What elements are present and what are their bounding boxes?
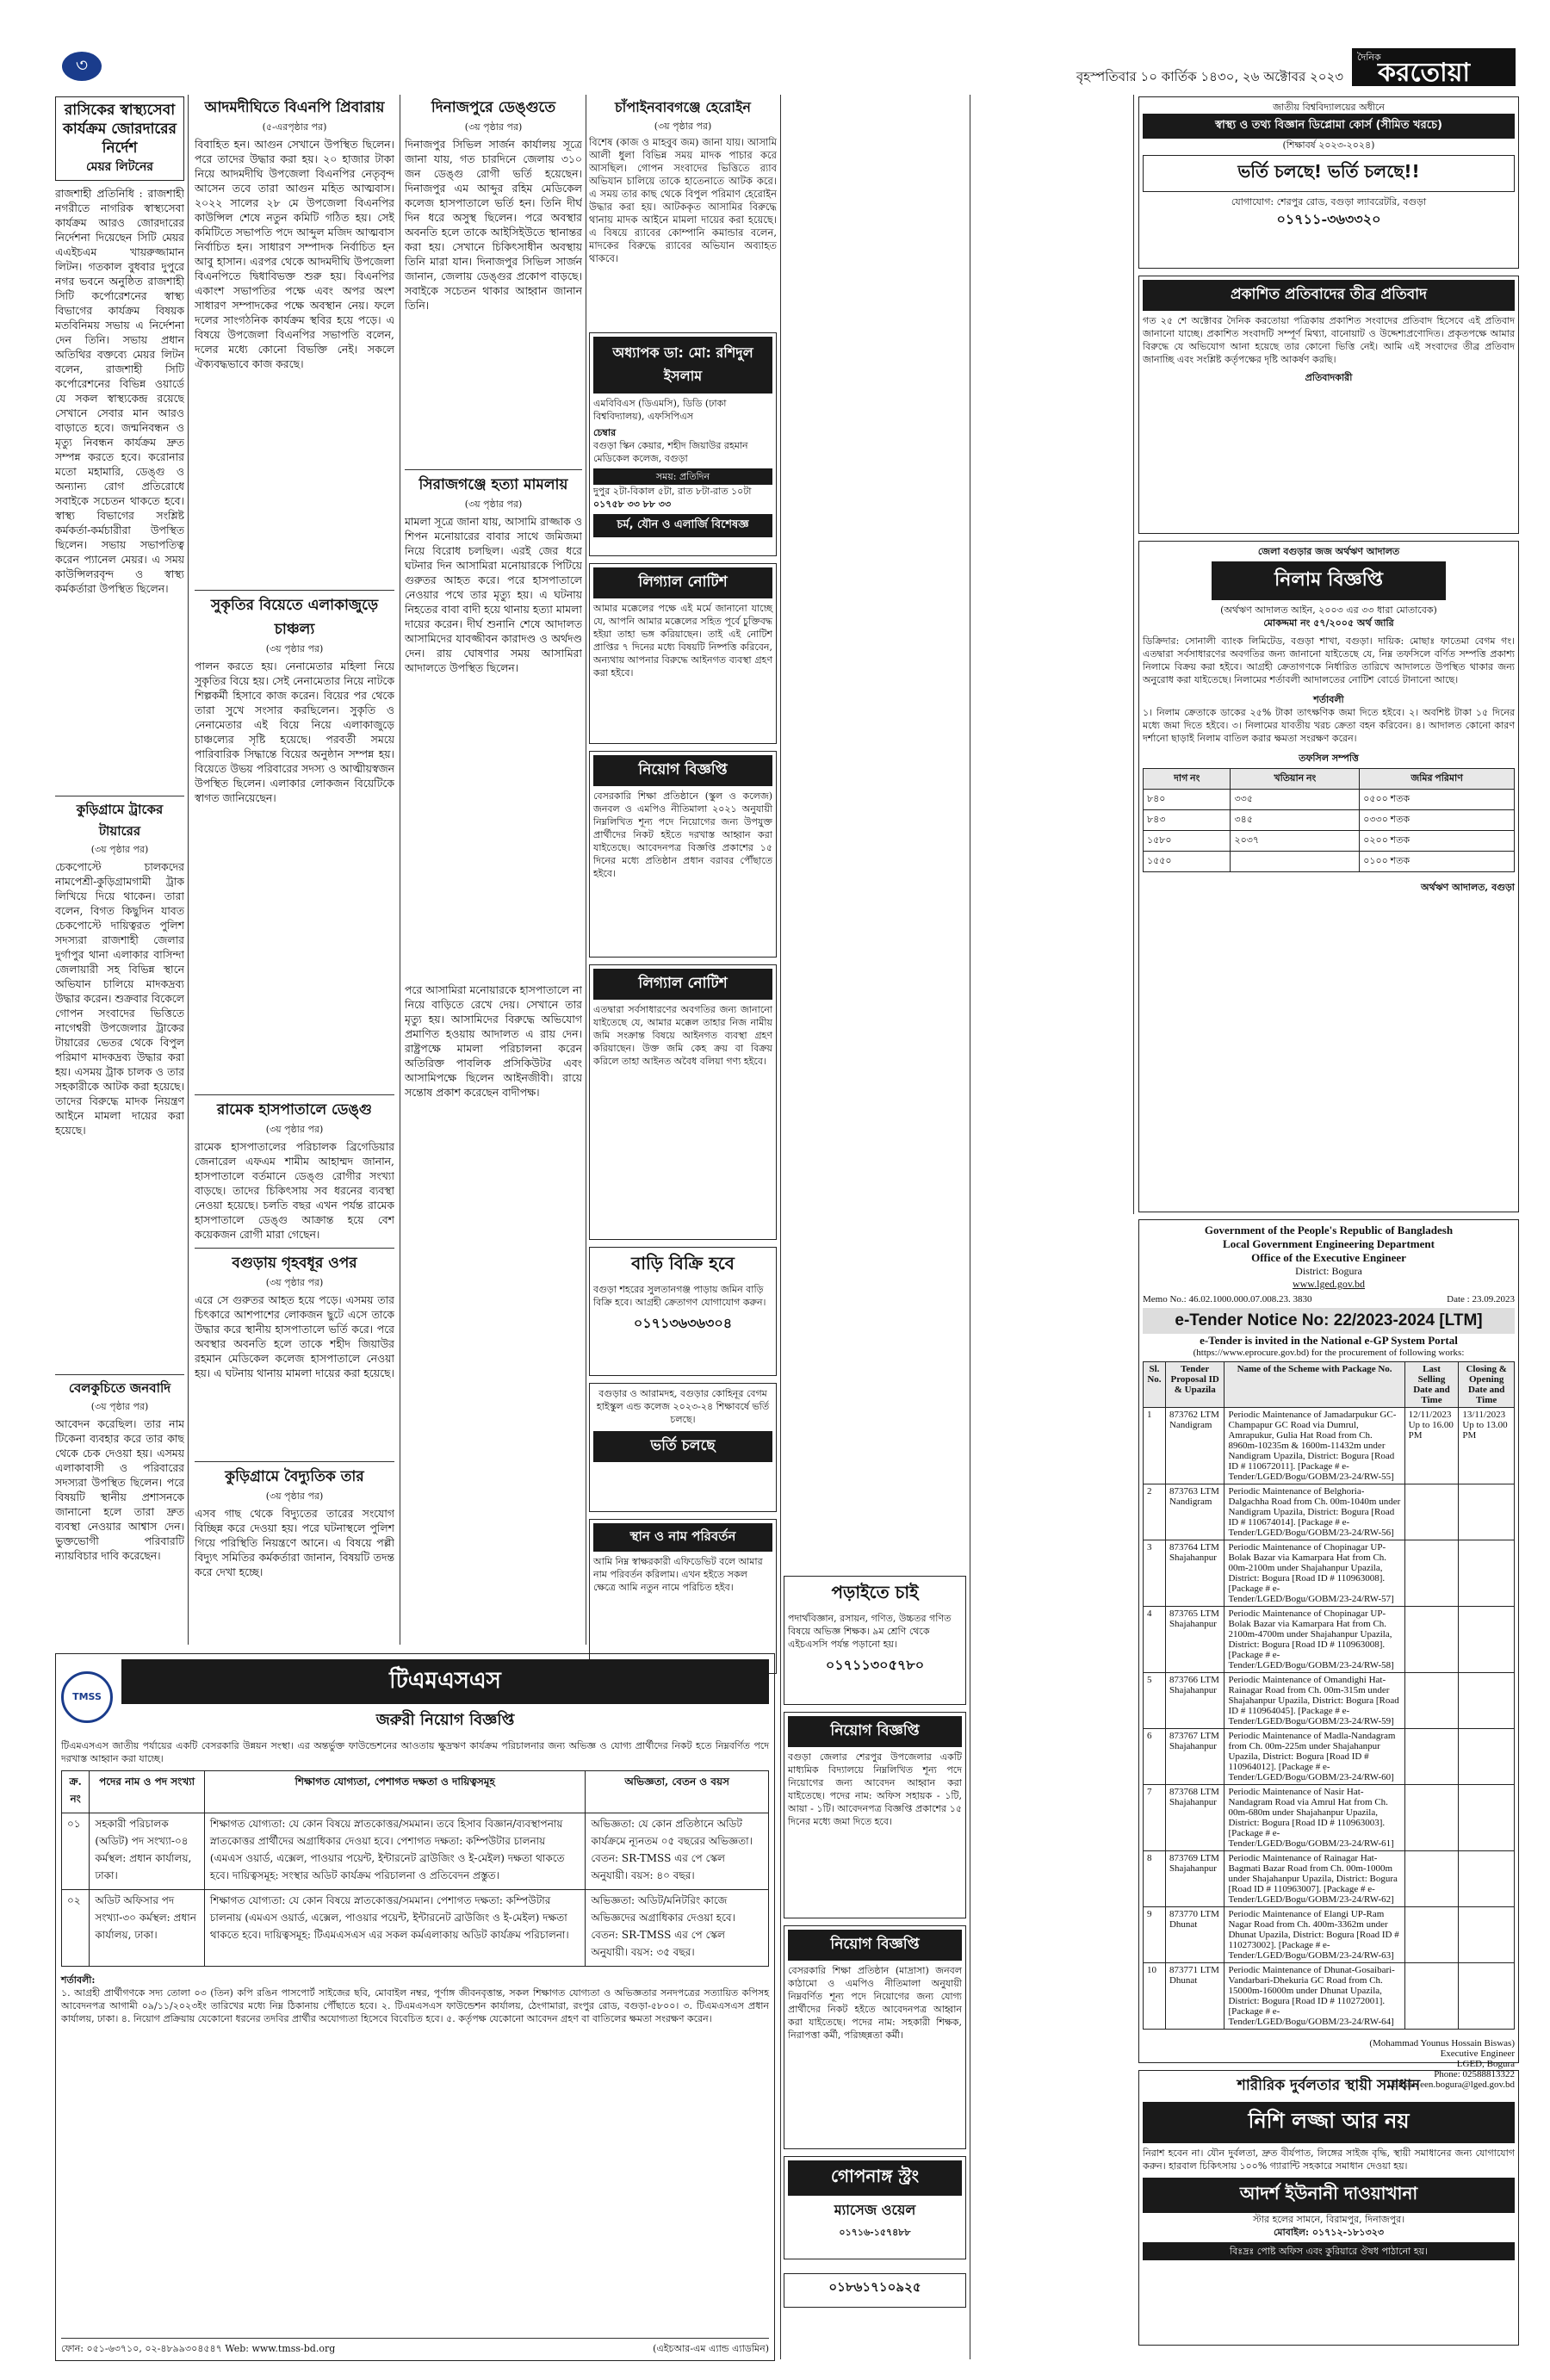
table-cell: ৩৩৫ [1231,790,1360,810]
headline-bogura-housewife: বগুড়ায় গৃহবধূর ওপর [195,1248,394,1276]
table-header: পদের নাম ও পদ সংখ্যা [90,1771,205,1813]
article-belkuchi: আবেদন করেছিল। তার নাম টিকেনা ব্যবহার করে তার কাছ থেকে চেক দেওয়া হয়। এসময় এলাকাবাসী ও পরিবারের সদস্যরা উপস্থিত ছিলেন। পরে বিষয়টি স্থানীয় প্রশাসনকে জানানো হলে তারা দ্রুত ব্যবস্থা নেওয়ার আশ্বাস দেন। ভুক্তভোগী পরিবারটি ন্যায়বিচার দাবি করেছেন। [55,1417,184,1562]
univ-title: স্বাস্থ্য ও তথ্য বিজ্ঞান ডিপ্লোমা কোর্স (সীমিত খরচে) [1143,114,1515,139]
tender-table [1143,1361,1515,2030]
recruitment-body: বগুড়া জেলার শেরপুর উপজেলার একটি মাধ্যমিক বিদ্যালয়ে নিম্নলিখিত শূন্য পদে নিয়োগের জন্য আবেদন আহ্বান করা যাইতেছে। পদের নাম: অফিস সহায়ক - ১টি, আয়া - ১টি। আবেদনপত্র বিজ্ঞপ্তি প্রকাশের ১৫ দিনের মধ্যে জমা দিতে হবে। [788,1751,962,1827]
doctor-degrees: এমবিবিএস (ডিএমসি), ডিডি (ঢাকা বিশ্ববিদ্যালয়), এফসিপিএস [593,398,727,422]
table-cell [1459,1673,1515,1729]
article-dinajpur-dengue: দিনাজপুর সিভিল সার্জন কার্যালয় সূত্রে জানা যায়, গত চারদিনে জেলায় ৩১০ জন ডেঙ্গু রোগী ভর্তি হয়েছেন। দিনাজপুর এম আব্দুর রহিম মেডিকেল কলেজ হাসপাতালে ভর্তি হন। তিনি দীর্ঘ দিন ধরে অসুস্থ ছিলেন। পরে অবস্থার অবনতি হলে তাকে আইসিইউতে স্থানান্তর করা হয়। সেখানে চিকিৎসাধীন অবস্থায় তিনি মারা যান। দিনাজপুর সিভিল সার্জন জানান, জেলায় ডেঙ্গুর প্রকোপ বাড়ছে। সবাইকে সচেতন থাকার আহ্বান জানান তিনি। [405,138,582,312]
column-3 [405,96,582,1646]
table-cell: 873763 LTM Nandigram [1165,1484,1224,1540]
tender-row [1144,1484,1515,1540]
auction-row [1144,852,1515,872]
tender-row [1144,1963,1515,2030]
ad-legal-notice-2 [589,964,777,1240]
article-sukriti-marriage: পালন করতে হয়। নেনামেতার মহিলা নিয়ে সুকৃতির বিয়ে হয়। সেই নেনামেতার নিয়ে নাটকে শিল্পকর্মী হিসাবে কাজ করেন। বিয়ের পর থেকে তারা সুখে সংসার করছিলেন। সুকৃতি ও নেনামেতার এই বিয়ে নিয়ে এলাকাজুড়ে চাঞ্চল্যের সৃষ্টি হয়েছে। পরবর্তী সময়ে পারিবারিক সিদ্ধান্তে বিয়ের অনুষ্ঠান সম্পন্ন হয়। বিয়েতে উভয় পরিবারের সদস্য ও আত্মীয়স্বজন উপস্থিত ছিলেন। এলাকার লোকজন বিয়েটিকে স্বাগত জানিয়েছেন। [195,660,394,804]
ad-protest [1138,276,1519,534]
auction-sub: (অর্থঋণ আদালত আইন, ২০০৩ এর ৩৩ ধারা মোতাবেক) [1220,604,1437,616]
table-cell [1459,1729,1515,1785]
ad-auction [1138,541,1519,1212]
table-cell: 873762 LTM Nandigram [1165,1408,1224,1484]
admission-title: ভর্তি চলছে [593,1431,772,1462]
table-header: দাগ নং [1144,769,1231,790]
article-sirajganj-murder: মামলা সূত্রে জানা যায়, আসামি রাজ্জাক ও শিপন মনোয়ারের বাবার সাথে জমিজমা নিয়ে বিরোধ চলছিল। এরই জের ধরে ঘটনার দিন আসামিরা মনোয়ারকে পিটিয়ে গুরুতর আহত করে। পরে হাসপাতালে নেওয়ার পথে তার মৃত্যু হয়। এ ঘটনায় নিহতের বাবা বাদী হয়ে থানায় হত্যা মামলা দায়ের করেন। দীর্ঘ শুনানি শেষে আদালত আসামিদের যাবজ্জীবন কারাদণ্ড ও অর্থদণ্ড দেন। রায় ঘোষণার সময় আসামিরা আদালতে উপস্থিত ছিলেন। [405,515,582,674]
engineer-phone: Phone: 02588813322 [1434,2069,1515,2079]
tmss-row [62,1890,769,1967]
right-column [1138,96,1519,2361]
table-cell: 6 [1144,1729,1166,1785]
table-cell: Periodic Maintenance of Chopinagar UP-Bolak Bazar via Kamarpara Hat from Ch. 00m-2100m under Shajahanpur Upazila, District: Bogura [Road ID # 110963008]. [Package # e-Tender/LGED/Bogu/GOBM/23-24/RW-57] [1224,1540,1404,1607]
herbal-phone: ০১৮৬১৭১০৯২৫ [828,2279,921,2295]
continued-tag: (৫-এরপৃষ্ঠার পর) [262,121,327,133]
table-cell: 873764 LTM Shajahanpur [1165,1540,1224,1607]
paper-prefix: দৈনিক [1357,52,1381,63]
recruitment-body: বেসরকারি শিক্ষা প্রতিষ্ঠানে (স্কুল ও কলেজ) জনবল ও এমপিও নীতিমালা ২০২১ অনুযায়ী নিম্নলিখিত শূন্য পদে নিয়োগের জন্য উপযুক্ত প্রার্থীদের নিকট হইতে দরখাস্ত আহ্বান করা যাইতেছে। আবেদনপত্র বিজ্ঞপ্তি প্রকাশের ১৫ দিনের মধ্যে প্রতিষ্ঠান প্রধান বরাবর পৌঁছাতে হইবে। [593,790,772,879]
ad-house-sale [589,1247,777,1376]
recruitment-body: বেসরকারি শিক্ষা প্রতিষ্ঠান (মাদ্রাসা) জনবল কাঠামো ও এমপিও নীতিমালা অনুযায়ী নিম্নবর্ণিত শূন্য পদে নিয়োগের জন্য যোগ্য প্রার্থীদের নিকট হইতে আবেদনপত্র আহ্বান করা যাইতেছে। পদের নাম: সহকারী শিক্ষক, নিরাপত্তা কর্মী, পরিচ্ছন্নতা কর্মী। [788,1965,962,2041]
auction-title: নিলাম বিজ্ঞপ্তি [1212,561,1446,600]
table-cell: ১৫৫০ [1144,852,1231,872]
engineer-name: (Mohammad Younus Hossain Biswas) [1369,2038,1515,2048]
continued-tag: (৩য় পৃষ্ঠার পর) [265,1491,324,1502]
headline-chapainawabganj-heroin: চাঁপাইনবাবগঞ্জে হেরোইন [615,99,751,115]
table-cell: 873771 LTM Dhunat [1165,1963,1224,2030]
table-cell [1404,1963,1459,2030]
ad-massage-oil [784,2156,966,2259]
auction-row [1144,810,1515,831]
auction-body: ডিক্রিদার: সোনালী ব্যাংক লিমিটেড, বগুড়া শাখা, বগুড়া। দায়িক: মোছাঃ ফাতেমা বেগম গং। এতদ্বারা সর্বসাধারণের অবগতির জন্য জানানো যাইতেছে যে, নিম্ন তফসিলে বর্ণিত সম্পত্তি প্রকাশ্য নিলামে বিক্রয় করা হইবে। আগ্রহী ক্রেতাগণকে নির্ধারিত তারিখে আদালতে উপস্থিত থাকার জন্য অনুরোধ করা যাইতেছে। নিলামের শর্তাবলী আদালতের নোটিশ বোর্ডে টানানো আছে। [1143,635,1515,685]
continued-tag: (৩য় পৃষ্ঠার পর) [654,121,712,132]
table-cell: 10 [1144,1963,1166,2030]
doctor-name: অধ্যাপক ডা: মো: রশিদুল ইসলাম [593,337,772,394]
table-cell: অভিজ্ঞতা: যে কোন প্রতিষ্ঠানে অডিট কার্যক্রমে ন্যূনতম ০৫ বছরের অভিজ্ঞতা। বেতন: SR-TMSS এর পে স্কেল অনুযায়ী। বয়স: ৪০ বছর। [586,1813,769,1890]
table-cell: ০৫০০ শতক [1360,790,1515,810]
table-cell: 13/11/2023 Up to 13.00 PM [1459,1408,1515,1484]
house-sale-body: বগুড়া শহরের সুলতানগঞ্জ পাড়ায় জমিন বাড়ি বিক্রি হবে। আগ্রহী ক্রেতাগণ যোগাযোগ করুন। [593,1284,766,1308]
engineer-office: LGED, Bogura [1456,2059,1515,2069]
tender-row [1144,1785,1515,1851]
tmss-table [61,1770,769,1967]
gov-header-1: Government of the People's Republic of Bangladesh [1204,1224,1454,1236]
table-cell: শিক্ষাগত যোগ্যতা: যে কোন বিষয়ে স্নাতকোত্তর/সমমান। পেশাগত দক্ষতা: কম্পিউটার চালনায় (এমএস ওয়ার্ড, এক্সেল, পাওয়ার পয়েন্ট, ইন্টারনেট ব্রাউজিং ও ই-মেইল) দক্ষতা থাকতে হবে। দায়িত্বসমূহ: টিএমএসএস এর সকল কর্মএলাকায় অডিট কার্যক্রম পরিচালনা। [204,1890,585,1967]
auction-schedule-title: তফসিল সম্পত্তি [1299,753,1359,764]
house-sale-title: বাড়ি বিক্রি হবে [631,1253,735,1274]
table-cell: 873769 LTM Shajahanpur [1165,1851,1224,1907]
table-cell: Periodic Maintenance of Jamadarpukur GC-Champapur GC Road via Dumrul, Amrapukur, Gulia Hat Road from Ch. 8960m-10235m & 1600m-11432m under Nandigram Upazila, District: Bogura [Road ID # 110672011]. [Package # e-Tender/LGED/Bogu/GOBM/23-24/RW-55] [1224,1408,1404,1484]
headline-kurigram-wire: কুড়িগ্রামে বৈদ্যুতিক তার [195,1461,394,1490]
tender-row [1144,1540,1515,1607]
table-cell: ০১ [62,1813,90,1890]
table-cell: 873770 LTM Dhunat [1165,1907,1224,1963]
ad-herbal-phone [784,2273,966,2308]
legal-notice-title: লিগ্যাল নোটিশ [593,969,772,1000]
table-cell: Periodic Maintenance of Rainagar Hat-Bagmati Bazar Road from Ch. 00m-1000m under Shajahanpur Upazila, District: Bogura [Road ID # 110963007]. [Package # e-Tender/LGED/Bogu/GOBM/23-24/RW-62] [1224,1851,1404,1907]
article-city-health: রাজশাহী প্রতিনিধি : রাজশাহী নগরীতে নাগরিক স্বাস্থ্যসেবা কার্যক্রম আরও জোরদারের নির্দেশনা দিয়েছেন সিটি মেয়র এএইচএম খায়রুজ্জামান লিটন। গতকাল বুধবার দুপুরে নগর ভবনে অনুষ্ঠিত রাজশাহী সিটি কর্পোরেশনের স্বাস্থ্য বিভাগের কার্যক্রম বিষয়ক মতবিনিময় সভায় এ নির্দেশনা দেন তিনি। সভায় প্রধান অতিথির বক্তব্যে মেয়র লিটন বলেন, রাজশাহী সিটি কর্পোরেশনের বিভিন্ন ওয়ার্ডে যে সকল স্বাস্থ্যকেন্দ্র রয়েছে সেখানে সেবার মান আরও বাড়াতে হবে। জন্মনিবন্ধন ও মৃত্যু নিবন্ধন কার্যক্রম দ্রুত সম্পন্ন করতে হবে। করোনার মতো মহামারি, ডেঙ্গু ও অন্যান্য রোগ প্রতিরোধে সবাইকে সচেতন থাকতে হবে। স্বাস্থ্য বিভাগের সংশ্লিষ্ট কর্মকর্তা-কর্মচারীরা উপস্থিত ছিলেন। সভায় সভাপতিত্ব করেন প্যানেল মেয়র। এ সময় কাউন্সিলরবৃন্দ ও স্বাস্থ্য কর্মকর্তারা উপস্থিত ছিলেন। [55,187,184,595]
table-cell: Periodic Maintenance of Madla-Nandagram from Ch. 00m-225m under Shajahanpur Upazila, District: Bogura [Road ID # 110964012]. [Package # e-Tender/LGED/Bogu/GOBM/23-24/RW-60] [1224,1729,1404,1785]
table-cell: Periodic Maintenance of Chopinagar UP-Bolak Bazar via Kamarpara Hat from Ch. 2100m-4700m under Shajahanpur Upazila, District: Bogura [Road ID # 110963008]. [Package # e-Tender/LGED/Bogu/GOBM/23-24/RW-58] [1224,1607,1404,1673]
table-header: অভিজ্ঞতা, বেতন ও বয়স [586,1771,769,1813]
ad-doctor [589,332,777,556]
table-cell: ০২০০ শতক [1360,831,1515,852]
tender-row [1144,1408,1515,1484]
table-cell: সহকারী পরিচালক (অডিট) পদ সংখ্যা-০৪ কর্মস্থল: প্রধান কার্যালয়, ঢাকা। [90,1813,205,1890]
house-sale-phone: ০১৭১৩৬৩৬৩০৪ [633,1315,733,1331]
headline-dinajpur-dengue: দিনাজপুরে ডেঙ্গুতে [431,99,556,116]
tender-row [1144,1729,1515,1785]
weakness-banner: নিশি লজ্জা আর নয় [1143,2102,1515,2143]
table-cell: ১৫৮০ [1144,831,1231,852]
tuition-phone: ০১৭১১৩০৫৭৮০ [825,1657,925,1673]
table-cell [1459,1851,1515,1907]
ad-university-diploma [1138,96,1519,269]
auction-row [1144,790,1515,810]
masthead [0,0,1550,86]
table-cell: Periodic Maintenance of Dhunat-Gosaibari-Vandarbari-Dhekuria GC Road from Ch. 15000m-16000m under Dhunat Upazila, District: Bogura [Road ID # 110272001]. [Package # e-Tender/LGED/Bogu/GOBM/23-24/RW-64] [1224,1963,1404,2030]
massage-title: গোপনাঙ্গ স্ট্রং [788,2160,962,2196]
table-header: শিক্ষাগত যোগ্যতা, পেশাগত দক্ষতা ও দায়িত্বসমূহ [204,1771,585,1813]
table-cell [1459,1484,1515,1540]
table-cell [1459,1907,1515,1963]
table-cell [1404,1607,1459,1673]
table-cell [1459,1607,1515,1673]
table-cell [1404,1484,1459,1540]
protest-signer: প্রতিবাদকারী [1305,372,1353,383]
table-cell [1404,1907,1459,1963]
table-header: Closing & Opening Date and Time [1459,1362,1515,1408]
table-cell: Periodic Maintenance of Elangi UP-Ram Nagar Road from Ch. 400m-3362m under Dhunat Upazila, District: Bogura [Road ID # 110273002]. [Package # e-Tender/LGED/Bogu/GOBM/23-24/RW-63] [1224,1907,1404,1963]
ad-name-change [589,1519,777,1674]
doctor-chamber-label: চেম্বার [593,427,617,438]
tmss-title: জরুরী নিয়োগ বিজ্ঞপ্তি [375,1711,515,1729]
dawakhana-phone: মোবাইল: ০১৭১২-১৮১৩২৩ [1273,2227,1385,2238]
weakness-body: নিরাশ হবেন না। যৌন দুর্বলতা, দ্রুত বীর্যপাত, লিঙ্গের সাইজ বৃদ্ধি, স্থায়ী সমাধানের জন্য যোগাযোগ করুন। হারবাল চিকিৎসায় ১০০% গ্যারান্টি সহকারে সমাধান দেওয়া হয়। [1143,2148,1515,2172]
table-cell: অভিজ্ঞতা: অডিট/মনিটরিং কাজে অভিজ্ঞদের অগ্রাধিকার দেওয়া হবে। বেতন: SR-TMSS এর পে স্কেল অনুযায়ী। বয়স: ৩৫ বছর। [586,1890,769,1967]
ad-tuition [784,1576,966,1705]
table-header: Sl. No. [1144,1362,1166,1408]
tender-sub: e-Tender is invited in the National e-GP System Portal [1200,1334,1458,1347]
table-cell: শিক্ষাগত যোগ্যতা: যে কোন বিষয়ে স্নাতকোত্তর/সমমান। তবে হিসাব বিজ্ঞান/ব্যবস্থাপনায় স্নাতকোত্তর প্রার্থীদের অগ্রাধিকার দেওয়া হবে। পেশাগত দক্ষতা: কম্পিউটার চালনায় (এমএস ওয়ার্ড, এক্সেল, পাওয়ার পয়েন্ট, ইন্টারনেট ব্রাউজিং ও ই-মেইল) দক্ষতা থাকতে হবে। দায়িত্বসমূহ: সংস্থার অডিট কার্যক্রম পরিচালনা ও প্রতিবেদন প্রস্তুত। [204,1813,585,1890]
table-cell [1404,1673,1459,1729]
ad-tmss-recruitment [55,1653,775,2361]
recruitment-title: নিয়োগ বিজ্ঞপ্তি [788,1930,962,1961]
headline-adamdighi: আদমদীঘিতে বিএনপি প্রিবারায় [204,99,385,116]
column-2 [195,96,394,1646]
paper-logo [1352,48,1516,86]
tender-row [1144,1673,1515,1729]
table-header: জমির পরিমাণ [1360,769,1515,790]
tender-sub2: (https://www.eprocure.gov.bd) for the procurement of following works: [1193,1348,1465,1358]
table-cell: 12/11/2023 Up to 16.00 PM [1404,1408,1459,1484]
tuition-body: পদার্থবিজ্ঞান, রসায়ন, গণিত, উচ্চতর গণিত বিষয়ে অভিজ্ঞ শিক্ষক। ৯ম শ্রেণি থেকে এইচএসসি পর্যন্ত পড়ানো হয়। [788,1613,952,1650]
date-line: বৃহস্পতিবার ১০ কার্তিক ১৪৩০, ২৬ অক্টোবর ২০২৩ [1076,69,1343,84]
table-cell [1459,1785,1515,1851]
headline-sirajganj-murder: সিরাজগঞ্জে হত্যা মামলায় [405,469,582,498]
dawakhana-title: আদর্শ ইউনানী দাওয়াখানা [1143,2178,1515,2213]
engineer-email: Email: een.bogura@lged.gov.bd [1392,2079,1515,2090]
table-cell: 2 [1144,1484,1166,1540]
table-cell [1404,1540,1459,1607]
continued-tag: (৩য় পৃষ্ঠার পর) [265,1277,324,1288]
continued-tag: (৩য় পৃষ্ঠার পর) [90,1401,149,1412]
table-cell [1459,1963,1515,2030]
table-cell: ০২ [62,1890,90,1967]
table-cell: 5 [1144,1673,1166,1729]
ad-weakness [1138,2070,1519,2346]
doctor-specialty: চর্ম, যৌন ও এলার্জি বিশেষজ্ঞ [593,514,772,537]
tender-row [1144,1607,1515,1673]
auction-terms: ১। নিলাম ক্রেতাকে ডাকের ২৫% টাকা তাৎক্ষণিক জমা দিতে হইবে। ২। অবশিষ্ট টাকা ১৫ দিনের মধ্যে জমা দিতে হইবে। ৩। নিলামের যাবতীয় খরচ ক্রেতা বহন করিবেন। ৪। আদালত কোনো কারণ দর্শানো ছাড়াই নিলাম বাতিল করার ক্ষমতা সংরক্ষণ করেন। [1143,707,1515,744]
column-1 [55,96,184,1646]
table-cell: 873765 LTM Shajahanpur [1165,1607,1224,1673]
table-cell [1231,852,1360,872]
doctor-phone: ০১৭৫৮ ৩৩ ৮৮ ৩৩ [593,499,672,510]
table-cell [1404,1851,1459,1907]
dawakhana-address: স্টার হলের সামনে, বিরামপুর, দিনাজপুর। [1252,2214,1405,2225]
article-bogura-housewife: এরে সে গুরুতর আহত হয়ে পড়ে। এসময় তার চিৎকারে আশপাশের লোকজন ছুটে এসে তাকে উদ্ধার করে স্থানীয় হাসপাতালে ভর্তি করে। পরে অবস্থার অবনতি হলে তাকে শহীদ জিয়াউর রহমান মেডিকেল কলেজ হাসপাতালে নেওয়া হয়। এ ঘটনায় থানায় মামলা দায়ের করা হয়েছে। [195,1293,394,1379]
ad-legal-notice-1 [589,563,777,744]
table-header: Last Selling Date and Time [1404,1362,1459,1408]
name-change-body: আমি নিম্ন স্বাক্ষরকারী এফিডেভিট বলে আমার নাম পরিবর্তন করিলাম। এখন হইতে সকল ক্ষেত্রে আমি নতুন নামে পরিচিত হইব। [593,1556,763,1593]
auction-header: জেলা বগুড়ার জজ অর্থঋণ আদালত [1257,546,1400,557]
recruitment-title: নিয়োগ বিজ্ঞপ্তি [788,1716,962,1747]
protest-title: প্রকাশিত প্রতিবাদের তীব্র প্রতিবাদ [1143,280,1515,311]
continued-tag: (৩য় পৃষ্ঠার পর) [464,499,523,510]
legal-notice-body: আমার মক্কেলের পক্ষে এই মর্মে জানানো যাচ্ছে যে, আপনি আমার মক্কেলের সহিত পূর্বে চুক্তিবদ্ধ হইয়া তাহা ভঙ্গ করিয়াছেন। তাই এই নোটিশ প্রাপ্তির ৭ দিনের মধ্যে বিষয়টি নিষ্পত্তি করিবেন, অন্যথায় আপনার বিরুদ্ধে আইনগত ব্যবস্থা গ্রহণ করা হইবে। [593,603,772,679]
table-cell: 3 [1144,1540,1166,1607]
tender-row [1144,1907,1515,1963]
univ-phone: ০১৭১১-৩৬৩৩২০ [1276,211,1381,227]
admission-body: বগুড়ার ও আরামদহ, বগুড়ার কোহিনূর বেগম হাইস্কুল এন্ড কলেজ ২০২৩-২৪ শিক্ষাবর্ষে ভর্তি চলছে। [596,1388,770,1425]
article-adamdighi: বিবাহিত হন। আগুন সেখানে উপস্থিত ছিলেন। পরে তাদের উদ্ধার করা হয়। ২০ হাজার টাকা নিয়ে আদমদীঘি উপজেলা বিএনপির নেতৃবৃন্দ আসেন তবে তারা আগুন মহিত আত্মবাস। ২০২২ সালের ২৮ মে উপজেলা বিএনপির কাউন্সিল শেষে নতুন কমিটি গঠিত হয়। সেই কমিটিতে সভাপতি পদে আব্দুল মজিদ আত্মবাস নির্বাচিত হন। সাধারণ সম্পাদক নির্বাচিত হন আবু হাসান। এরপর থেকে আদমদীঘি উপজেলা বিএনপিতে দ্বিধাবিভক্ত শুরু হয়। বিএনপির একাংশ সভাপতির পক্ষে এবং অপর অংশ সাধারণ সম্পাদকের পক্ষে অবস্থান নেয়। ফলে দলের সাংগঠনিক কার্যক্রম স্থবির হয়ে পড়ে। এ বিষয়ে উপজেলা বিএনপির সভাপতি বলেন, দলের মধ্যে কোনো বিভক্তি নেই। সকলে ঐক্যবদ্ধভাবে কাজ করছে। [195,138,394,370]
headline-sub: মেয়র লিটনের [85,160,154,174]
engineer-title: Executive Engineer [1440,2048,1515,2059]
massage-phone: ০১৭১৬-১৫৭৪৮৮ [839,2227,911,2238]
table-cell: 7 [1144,1785,1166,1851]
headline-kurigram-truck: কুড়িগ্রামে ট্রাকের টায়ারের [55,796,184,843]
gov-header-3: Office of the Executive Engineer [1251,1251,1406,1264]
tuition-title: পড়াইতে চাই [831,1582,919,1602]
table-header: ক্র. নং [62,1771,90,1813]
column-5 [784,1576,966,2359]
table-cell: ২০৩৭ [1231,831,1360,852]
continued-tag: (৩য় পৃষ্ঠার পর) [90,844,149,855]
tmss-logo: TMSS [61,1671,113,1723]
auction-case: মোকদ্দমা নং ৫৭/২০০৫ অর্থ জারি [1263,617,1394,629]
tender-row [1144,1851,1515,1907]
table-cell: Periodic Maintenance of Belghoria-Dalgachha Road from Ch. 00m-1040m under Nandigram Upazila, District: Bogura [Road ID # 110674014]. [Package # e-Tender/LGED/Bogu/GOBM/23-24/RW-56] [1224,1484,1404,1540]
table-cell [1404,1729,1459,1785]
tmss-terms-title: শর্তাবলী: [61,1974,96,1986]
article-ramek-dengue: রামেক হাসপাতালের পরিচালক ব্রিগেডিয়ার জেনারেল এফএম শামীম আহাম্মদ জানান, হাসপাতালে বর্তমানে ডেঙ্গু রোগীর সংখ্যা বাড়ছে। তাদের চিকিৎসায় সব ধরনের ব্যবস্থা নেওয়া হয়েছে। চলতি বছর এখন পর্যন্ত রামেক হাসপাতালে ডেঙ্গু আক্রান্ত হয়ে বেশ কয়েকজন রোগী মারা গেছেন। [195,1140,394,1241]
table-cell: Periodic Maintenance of Omandighi Hat-Rainagar Road from Ch. 00m-315m under Shajahanpur Upazila, District: Bogura [Road ID # 110964045]. [Package # e-Tender/LGED/Bogu/GOBM/23-24/RW-59] [1224,1673,1404,1729]
table-cell: 873768 LTM Shajahanpur [1165,1785,1224,1851]
table-cell: ৮৪৩ [1144,810,1231,831]
massage-sub: ম্যাসেজ ওয়েল [834,2202,916,2218]
table-header: Tender Proposal ID & Upazila [1165,1362,1224,1408]
table-cell: 873766 LTM Shajahanpur [1165,1673,1224,1729]
table-header: Name of the Scheme with Package No. [1224,1362,1404,1408]
page-number-badge: ৩ [62,52,102,81]
legal-notice-body: এতদ্বারা সর্বসাধারণের অবগতির জন্য জানানো যাইতেছে যে, আমার মক্কেল তাহার নিজ নামীয় জমি সংক্রান্ত বিষয়ে আইনগত ব্যবস্থা গ্রহণ করিয়াছেন। উক্ত জমি কেহ ক্রয় বা বিক্রয় করিলে তাহা আইনত অবৈধ বলিয়া গণ্য হইবে। [593,1004,772,1067]
article-sirajganj-cont: পরে আসামিরা মনোয়ারকে হাসপাতালে না নিয়ে বাড়িতে রেখে দেয়। সেখানে তার মৃত্যু হয়। আসামিদের বিরুদ্ধে অভিযোগ প্রমাণিত হওয়ায় আদালত এ রায় দেন। রাষ্ট্রপক্ষে মামলা পরিচালনা করেন অতিরিক্ত পাবলিক প্রসিকিউটর এবং আসামিপক্ষে ছিলেন আইনজীবী। রায়ে সন্তোষ প্রকাশ করেছেন বাদীপক্ষ। [405,983,582,1099]
tmss-org: টিএমএসএস [121,1659,769,1704]
dawakhana-footer: বিঃদ্রঃ পোষ্ট অফিস এবং কুরিয়ারে ঔষধ পাঠানো হয়। [1143,2242,1515,2260]
ad-recruitment-3 [784,1925,966,2149]
ad-recruitment-2 [784,1712,966,1918]
headline-sukriti-marriage: সুকৃতির বিয়েতে এলাকাজুড়ে চাঞ্চল্য [195,590,394,642]
article-kurigram-wire: এসব গাছ থেকে বিদ্যুতের তারের সংযোগ বিচ্ছিন্ন করে দেওয়া হয়। পরে ঘটনাস্থলে পুলিশ গিয়ে পরিস্থিতি নিয়ন্ত্রণে আনে। এ বিষয়ে পল্লী বিদ্যুৎ সমিতির কর্মকর্তারা জানান, বিষয়টি তদন্ত করে দেখা হচ্ছে। [195,1507,394,1578]
table-cell [1404,1785,1459,1851]
univ-session: (শিক্ষাবর্ষ ২০২৩-২০২৪) [1282,139,1375,151]
gov-header-2: Local Government Engineering Department [1223,1237,1435,1250]
doctor-time-label: সময়: প্রতিদিন [593,468,772,485]
tender-title: e-Tender Notice No: 22/2023-2024 [LTM] [1143,1308,1515,1334]
protest-body: গত ২৫ শে অক্টোবর দৈনিক করতোয়া পত্রিকায় প্রকাশিত সংবাদের প্রতিবাদ হিসেবে এই প্রতিবাদ জানানো যাচ্ছে। প্রকাশিত সংবাদটি সম্পূর্ণ মিথ্যা, বানোয়াট ও উদ্দেশ্যপ্রণোদিত। প্রকৃতপক্ষে আমার বিরুদ্ধে যে অভিযোগ আনা হয়েছে তার কোনো ভিত্তি নেই। আমি এই সংবাদের তীব্র প্রতিবাদ জানাচ্ছি এবং সংশ্লিষ্ট কর্তৃপক্ষের দৃষ্টি আকর্ষণ করছি। [1143,315,1515,365]
name-change-title: স্থান ও নাম পরিবর্তন [593,1523,772,1552]
table-cell: Periodic Maintenance of Nasir Hat-Nandagram Road via Amrul Hat from Ch. 00m-680m under Shajahanpur Upazila, District: Bogura [Road ID # 110963003]. [Package # e-Tender/LGED/Bogu/GOBM/23-24/RW-61] [1224,1785,1404,1851]
doctor-time: দুপুর ২টা-বিকাল ৫টা, রাত ৮টা-রাত ১০টা [593,486,752,497]
doctor-chamber: বগুড়া স্কিন কেয়ার, শহীদ জিয়াউর রহমান মেডিকেল কলেজ, বগুড়া [593,440,748,464]
table-cell: 1 [1144,1408,1166,1484]
headline-belkuchi: বেলকুচিতে জনবাদি [55,1374,184,1400]
ad-admission [589,1383,777,1512]
table-header: খতিয়ান নং [1231,769,1360,790]
table-cell: ০১০০ শতক [1360,852,1515,872]
ad-recruitment-1 [589,751,777,958]
table-cell: 8 [1144,1851,1166,1907]
headline-ramek-dengue: রামেক হাসপাতালে ডেঙ্গু [195,1094,394,1123]
tmss-intro: টিএমএসএস জাতীয় পর্যায়ের একটি বেসরকারি উন্নয়ন সংস্থা। এর অন্তর্ভুক্ত ফাউন্ডেশনের আওতায় ক্ষুদ্রঋণ কার্যক্রম পরিচালনার জন্য অভিজ্ঞ ও যোগ্য প্রার্থীদের নিকট হতে নিম্নবর্ণিত পদে দরখাস্ত আহ্বান করা যাচ্ছে। [61,1740,769,1764]
univ-header: জাতীয় বিশ্ববিদ্যালয়ের অধীনে [1273,102,1385,113]
auction-judge: অর্থঋণ আদালত, বগুড়া [1420,882,1515,893]
headline-city-health: রাসিকের স্বাস্থ্যসেবা কার্যক্রম জোরদারের নির্দেশ মেয়র লিটনের [55,96,184,181]
recruitment-title: নিয়োগ বিজ্ঞপ্তি [593,755,772,786]
auction-table [1143,768,1515,872]
table-cell: 4 [1144,1607,1166,1673]
gov-header-4: District: Bogura [1295,1265,1362,1277]
article-heroin: বিশেষ (কাজ ও মাহবুব জম) জানা যায়। আসামি আলী ধুলা বিভিন্ন সময় মাদক পাচার করে আসছিল। গোপন সংবাদের ভিত্তিতে র‍্যাব অভিযান চালিয়ে তাকে হাতেনাতে আটক করে। এ সময় তার কাছ থেকে বিপুল পরিমাণ হেরোইন উদ্ধার করা হয়। আটককৃত আসামির বিরুদ্ধে থানায় মাদক আইনে মামলা দায়ের করা হয়েছে। এ বিষয়ে র‍্যাবের কোম্পানি কমান্ডার বলেন, মাদকের বিরুদ্ধে র‍্যাবের অভিযান অব্যাহত থাকবে। [589,136,777,264]
legal-notice-title: লিগ্যাল নোটিশ [593,567,772,598]
paper-name: করতোয়া [1378,58,1471,86]
memo-number: Memo No.: 46.02.1000.000.07.008.23. 3830 [1143,1294,1312,1305]
table-cell: অডিট অফিসার পদ সংখ্যা-৩০ কর্মস্থল: প্রধান কার্যালয়, ঢাকা। [90,1890,205,1967]
continued-tag: (৩য় পৃষ্ঠার পর) [265,1124,324,1135]
tmss-terms: ১. আগ্রহী প্রার্থীগণকে সদ্য তোলা ০৩ (তিন) কপি রঙিন পাসপোর্ট সাইজের ছবি, মোবাইল নম্বর, পূর্ণাঙ্গ জীবনবৃত্তান্ত, সকল শিক্ষাগত যোগ্যতা ও অভিজ্ঞতার সনদপত্রের সত্যায়িত কপিসহ আবেদনপত্র আগামী ০৯/১১/২০২৩ইং তারিখের মধ্যে নিম্ন ঠিকানায় পৌঁছাতে হবে। ২. টিএমএসএস ফাউন্ডেশন কার্যালয়, ঠেংগামারা, রংপুর রোড, বগুড়া-৫৮০০। ৩. টিএমএসএস প্রধান কার্যালয়, ঢাকা। ৪. নিয়োগ প্রক্রিয়ায় যেকোনো ধরনের তদবির প্রার্থীর অযোগ্যতা হিসেবে বিবেচিত হবে। ৫. কর্তৃপক্ষ যেকোনো আবেদন গ্রহণ বা বাতিলের ক্ষমতা সংরক্ষণ করেন। [61,1987,769,2024]
table-cell: 873767 LTM Shajahanpur [1165,1729,1224,1785]
table-cell: 9 [1144,1907,1166,1963]
auction-terms-title: শর্তাবলী [1313,694,1344,705]
univ-admission-banner: ভর্তি চলছে! ভর্তি চলছে!! [1143,155,1515,192]
tmss-row [62,1813,769,1890]
table-cell: ৮৪০ [1144,790,1231,810]
table-cell: ৩৪৫ [1231,810,1360,831]
continued-tag: (৩য় পৃষ্ঠার পর) [464,121,523,133]
tmss-footer-signer: (এইচআর-এম এ্যান্ড এ্যাডমিন) [653,2343,769,2354]
weakness-title: শারীরিক দুর্বলতার স্থায়ী সমাধান [1237,2077,1421,2094]
continued-tag: (৩য় পৃষ্ঠার পর) [265,643,324,654]
table-cell [1459,1540,1515,1607]
gov-web[interactable]: www.lged.gov.bd [1292,1278,1366,1290]
auction-row [1144,831,1515,852]
memo-date: Date : 23.09.2023 [1447,1294,1515,1305]
article-kurigram-truck: চেকপোস্টে চালকদের নামপেশ্রী-কুড়িগ্রামগামী ট্রাক লিখিয়ে দিয়ে থাকেন। তারা বলেন, বিগত কিছুদিন যাবত চেকপোস্টে দায়িত্বরত পুলিশ সদস্যরা রাজশাহী জেলার দুর্গাপুর থানা এলাকার বাসিন্দা জেলায়ারী সহ বিভিন্ন স্থানে অভিযান চালিয়ে মাদকদ্রব্য উদ্ধার করেন। শুক্রবার বিকেলে গোপন সংবাদের ভিত্তিতে নাগেশ্বরী উপজেলার ট্রাকের টায়ারের ভেতর থেকে বিপুল পরিমাণ মাদকদ্রব্য উদ্ধার করা হয়। এসময় ট্রাক চালক ও তার সহকারীকে আটক করা হয়েছে। তাদের বিরুদ্ধে মাদক নিয়ন্ত্রণ আইনে মামলা দায়ের করা হয়েছে। [55,860,184,1137]
univ-contact: যোগাযোগ: শেরপুর রোড, বগুড়া ল্যাবরেটরি, বগুড়া [1231,196,1427,208]
tmss-footer-phone: ফোন: ০৫১-৬৩৭১০, ০২-৪৮৯৯৩০৪৫৪৭ Web: www.tmss-bd.org [61,2343,336,2354]
table-cell: ০৩৩০ শতক [1360,810,1515,831]
